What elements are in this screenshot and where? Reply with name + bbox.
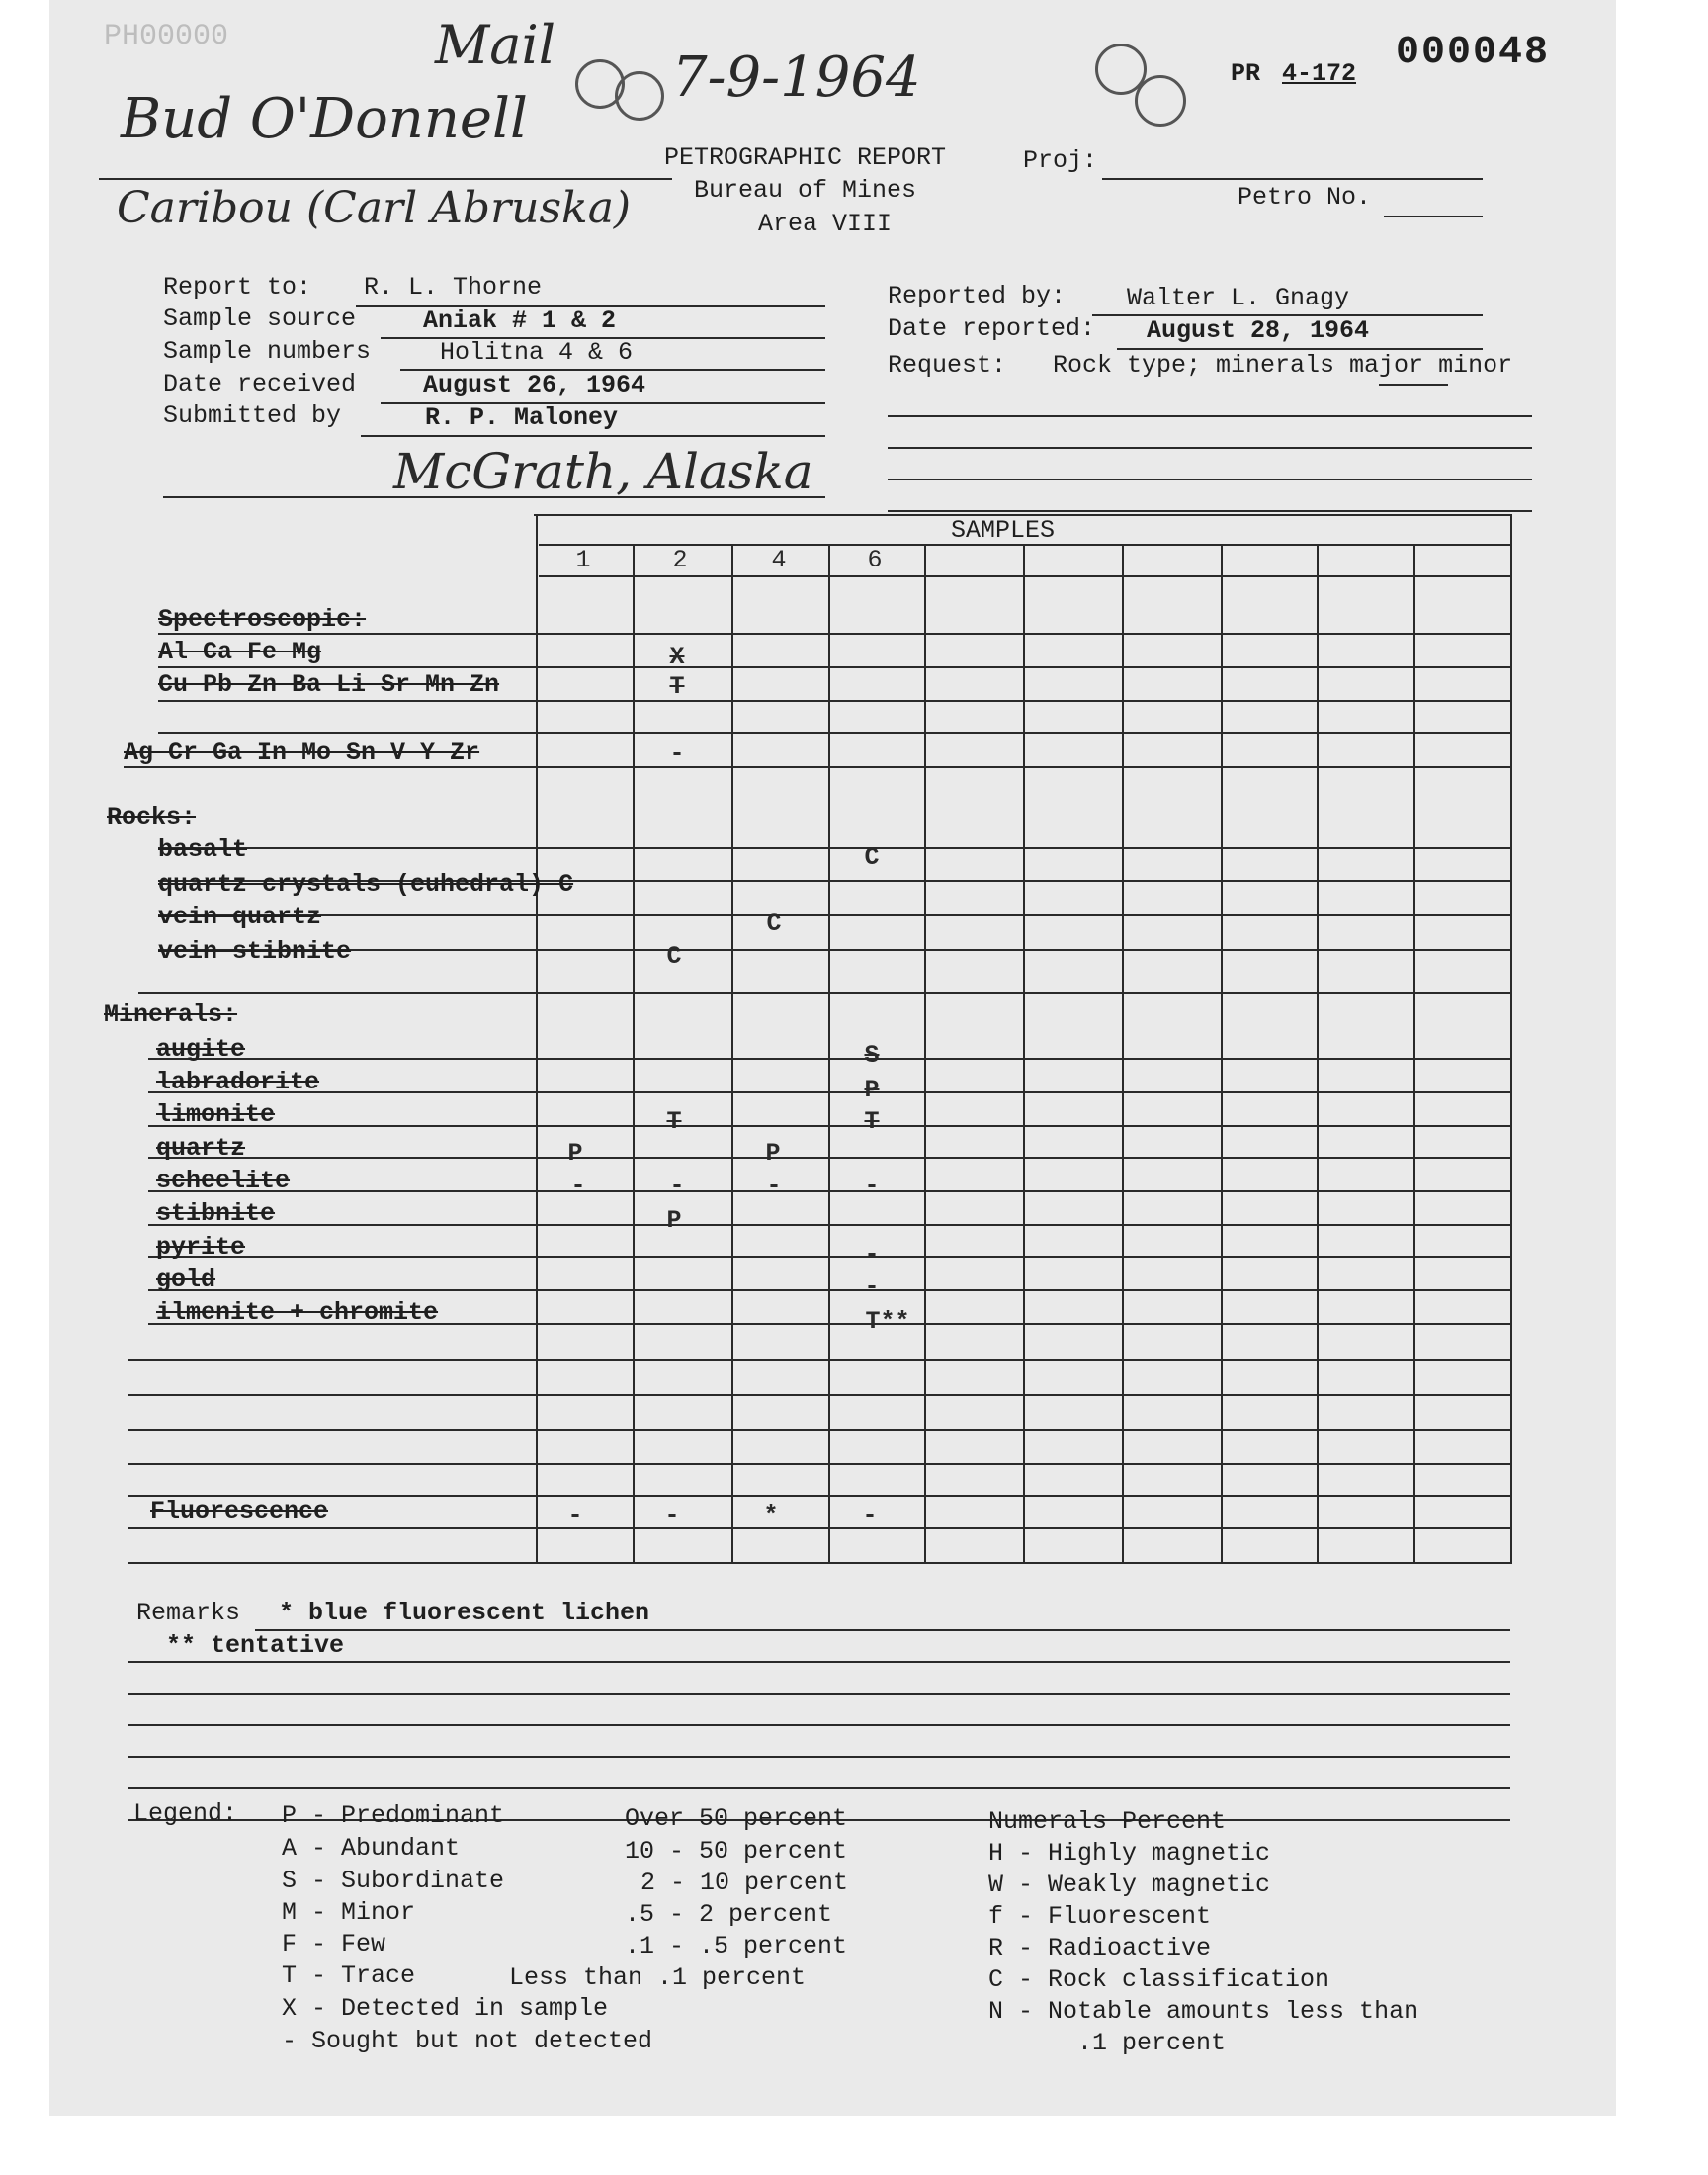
table-vline-9 [1413, 544, 1415, 1562]
table-vline-8 [1317, 544, 1319, 1562]
legend-r: R - Radioactive [988, 1934, 1212, 1962]
row-line [128, 1394, 1512, 1396]
mark-quartz-s1: P [567, 1139, 583, 1168]
mark-spec2-s2: T [669, 672, 685, 701]
proj-field [1102, 178, 1483, 180]
sample-numbers-label: Sample numbers [163, 337, 372, 366]
mark-stibnite-s2: P [666, 1206, 682, 1235]
mark-scheelite-s1: - [570, 1172, 586, 1200]
legend-dash: - Sought but not detected [282, 2027, 653, 2055]
table-vline-3 [828, 544, 830, 1562]
mark-veinquartz-s4: C [766, 910, 782, 938]
legend-pct-t: Less than .1 percent [509, 1963, 807, 1992]
handwritten-mail: Mail [435, 14, 556, 76]
date-reported-value: August 28, 1964 [1147, 316, 1370, 345]
rock-vein-quartz: vein quartz [158, 903, 322, 931]
mark-fluor-s2: - [664, 1501, 680, 1529]
spec-row-3: Ag Cr Ga In Mo Sn V Y Zr [124, 739, 480, 767]
column-header-line [539, 575, 1512, 577]
request-line-4 [888, 510, 1532, 512]
spec-row-1: Al Ca Fe Mg [158, 638, 322, 666]
proj-label: Proj: [1023, 146, 1098, 175]
row-line [148, 1091, 1512, 1093]
row-line [158, 914, 1512, 916]
sample-source-label: Sample source [163, 304, 357, 333]
row-line [158, 732, 1512, 734]
reported-by-label: Reported by: [888, 282, 1067, 310]
mark-quartz-s4: P [765, 1139, 781, 1168]
row-line [158, 666, 1512, 668]
legend-n-cont: .1 percent [988, 2029, 1227, 2057]
row-line [128, 1359, 1512, 1361]
legend-pct-a: 10 - 50 percent [625, 1837, 848, 1866]
remarks-rule-6 [128, 1787, 1510, 1789]
mineral-quartz: quartz [156, 1134, 246, 1163]
legend-m: M - Minor [282, 1898, 416, 1927]
table-vline-10 [1510, 514, 1512, 1562]
legend-s: S - Subordinate [282, 1867, 505, 1895]
mineral-labradorite: labradorite [156, 1068, 320, 1096]
fluorescence-label: Fluorescence [150, 1497, 329, 1525]
reported-by-value: Walter L. Gnagy [1127, 284, 1350, 312]
mineral-limonite: limonite [156, 1100, 276, 1129]
table-vline-0 [536, 514, 538, 1562]
date-reported-line [1117, 348, 1483, 350]
mark-limonite-s6: T [864, 1107, 880, 1136]
mark-scheelite-s4: - [766, 1172, 782, 1200]
legend-n: N - Notable amounts less than [988, 1997, 1419, 2026]
row-line [148, 1190, 1512, 1192]
column-header-2: 2 [672, 546, 688, 574]
legend-label: Legend: [133, 1799, 238, 1828]
request-line-2 [888, 447, 1532, 449]
column-header-1: 1 [575, 546, 591, 574]
rocks-label: Rocks: [107, 803, 197, 831]
row-line [148, 1256, 1512, 1258]
mark-spec3-s2: - [669, 740, 685, 768]
row-line [128, 1527, 1512, 1529]
mark-veinstibnite-s2: C [666, 942, 682, 971]
mark-scheelite-s2: - [669, 1172, 685, 1200]
sample-source-value: Aniak # 1 & 2 [423, 306, 617, 335]
legend-pct-p: Over 50 percent [625, 1804, 848, 1833]
mineral-stibnite: stibnite [156, 1199, 276, 1228]
mark-fluor-s1: - [567, 1501, 583, 1529]
report-title: PETROGRAPHIC REPORT [664, 143, 947, 172]
mark-labradorite-s6: P [864, 1076, 880, 1104]
remarks-rule-5 [128, 1756, 1510, 1758]
sample-numbers-value: Holitna 4 & 6 [440, 338, 634, 367]
minerals-label: Minerals: [104, 1000, 238, 1029]
stamp-top: PH00000 [104, 20, 229, 53]
table-vline-5 [1023, 544, 1025, 1562]
legend-f: F - Few [282, 1930, 386, 1958]
submitted-by-line [361, 435, 825, 437]
rock-vein-stibnite: vein stibnite [158, 937, 352, 966]
mark-gold-s6: - [864, 1272, 880, 1301]
mark-pyrite-s6: - [864, 1240, 880, 1268]
row-line [158, 847, 1512, 849]
major-underline [1379, 384, 1448, 386]
mineral-pyrite: pyrite [156, 1233, 246, 1262]
row-line [128, 1495, 1512, 1497]
submitted-by-label: Submitted by [163, 401, 342, 430]
rock-basalt: basalt [158, 835, 248, 864]
row-line [148, 1224, 1512, 1226]
legend-pct-m: .5 - 2 percent [625, 1900, 833, 1929]
row-line [148, 1058, 1512, 1060]
mark-spec1-s2: X [669, 643, 685, 671]
remarks-rule-2 [128, 1661, 1510, 1663]
request-label: Request: [888, 351, 1007, 380]
petro-label: Petro No. [1238, 183, 1372, 212]
row-line [158, 700, 1512, 702]
table-vline-6 [1122, 544, 1124, 1562]
legend-w: W - Weakly magnetic [988, 1870, 1271, 1899]
request-line-1 [888, 415, 1532, 417]
samples-header: SAMPLES [951, 516, 1056, 545]
row-line [128, 1463, 1512, 1465]
name-underline [99, 178, 672, 180]
remarks-label: Remarks [136, 1599, 241, 1627]
mark-ilmenite-s6: T** [865, 1307, 910, 1336]
mark-fluor-s4: * [763, 1501, 779, 1529]
punch-hole-4 [1135, 75, 1186, 127]
remarks-rule-4 [128, 1724, 1510, 1726]
remarks-line-1: * blue fluorescent lichen [279, 1599, 650, 1627]
pr-prefix: PR [1231, 59, 1261, 88]
legend-pct-s: 2 - 10 percent [640, 1869, 849, 1897]
agency: Bureau of Mines [694, 176, 917, 205]
table-vline-1 [633, 544, 635, 1562]
petro-field [1384, 216, 1483, 218]
punch-hole-2 [615, 71, 664, 121]
row-line [148, 1125, 1512, 1127]
mineral-ilmenite: ilmenite + chromite [156, 1298, 439, 1327]
spec-row-2: Cu Pb Zn Ba Li Sr Mn Zn [158, 670, 500, 699]
mineral-scheelite: scheelite [156, 1167, 291, 1195]
mineral-augite: augite [156, 1035, 246, 1064]
mark-basalt-s6: C [864, 843, 880, 872]
extra-line-left [163, 496, 825, 498]
date-received-label: Date received [163, 370, 357, 398]
row-line [158, 949, 1512, 951]
mineral-gold: gold [156, 1265, 216, 1294]
legend-x: X - Detected in sample [282, 1994, 609, 2023]
mark-fluor-s6: - [862, 1501, 878, 1529]
submitted-by-value: R. P. Maloney [425, 403, 619, 432]
legend-c: C - Rock classification [988, 1965, 1330, 1994]
legend-pct-f: .1 - .5 percent [625, 1932, 848, 1960]
row-line [148, 1289, 1512, 1291]
legend-h: H - Highly magnetic [988, 1839, 1271, 1868]
table-vline-2 [731, 544, 733, 1562]
row-line [128, 1429, 1512, 1431]
doc-number: 000048 [1396, 31, 1551, 75]
remarks-line-2: ** tentative [166, 1631, 345, 1660]
remarks-rule-1 [255, 1629, 1510, 1631]
rock-quartz-crystals: quartz crystals (euhedral) C [158, 870, 574, 899]
column-header-6: 6 [867, 546, 883, 574]
legend-numerals: Numerals Percent [988, 1807, 1227, 1836]
handwritten-name: Bud O'Donnell [121, 87, 528, 151]
handwritten-date: 7-9-1964 [672, 45, 921, 110]
pr-number: 4-172 [1282, 59, 1357, 88]
column-header-4: 4 [771, 546, 787, 574]
table-vline-7 [1221, 544, 1223, 1562]
mark-augite-s6: S [864, 1041, 880, 1070]
spectroscopic-label: Spectroscopic: [158, 605, 367, 634]
row-line [148, 1157, 1512, 1159]
report-to-value: R. L. Thorne [364, 273, 543, 302]
date-reported-label: Date reported: [888, 314, 1096, 343]
legend-a: A - Abundant [282, 1834, 461, 1863]
legend-t: T - Trace [282, 1961, 416, 1990]
date-received-value: August 26, 1964 [423, 371, 646, 399]
request-line-3 [888, 478, 1532, 480]
row-line [128, 1562, 1512, 1564]
handwritten-company: Caribou (Carl Abruska) [117, 183, 632, 233]
table-vline-4 [924, 544, 926, 1562]
request-value: Rock type; minerals major minor [1053, 351, 1513, 380]
handwritten-location: McGrath, Alaska [393, 443, 813, 500]
row-line [138, 992, 1512, 994]
legend-p: P - Predominant [282, 1801, 505, 1830]
report-to-label: Report to: [163, 273, 312, 302]
remarks-rule-3 [128, 1693, 1510, 1695]
area: Area VIII [758, 210, 893, 238]
legend-fl: f - Fluorescent [988, 1902, 1212, 1931]
mark-limonite-s2: T [666, 1107, 682, 1136]
mark-scheelite-s6: - [864, 1172, 880, 1200]
